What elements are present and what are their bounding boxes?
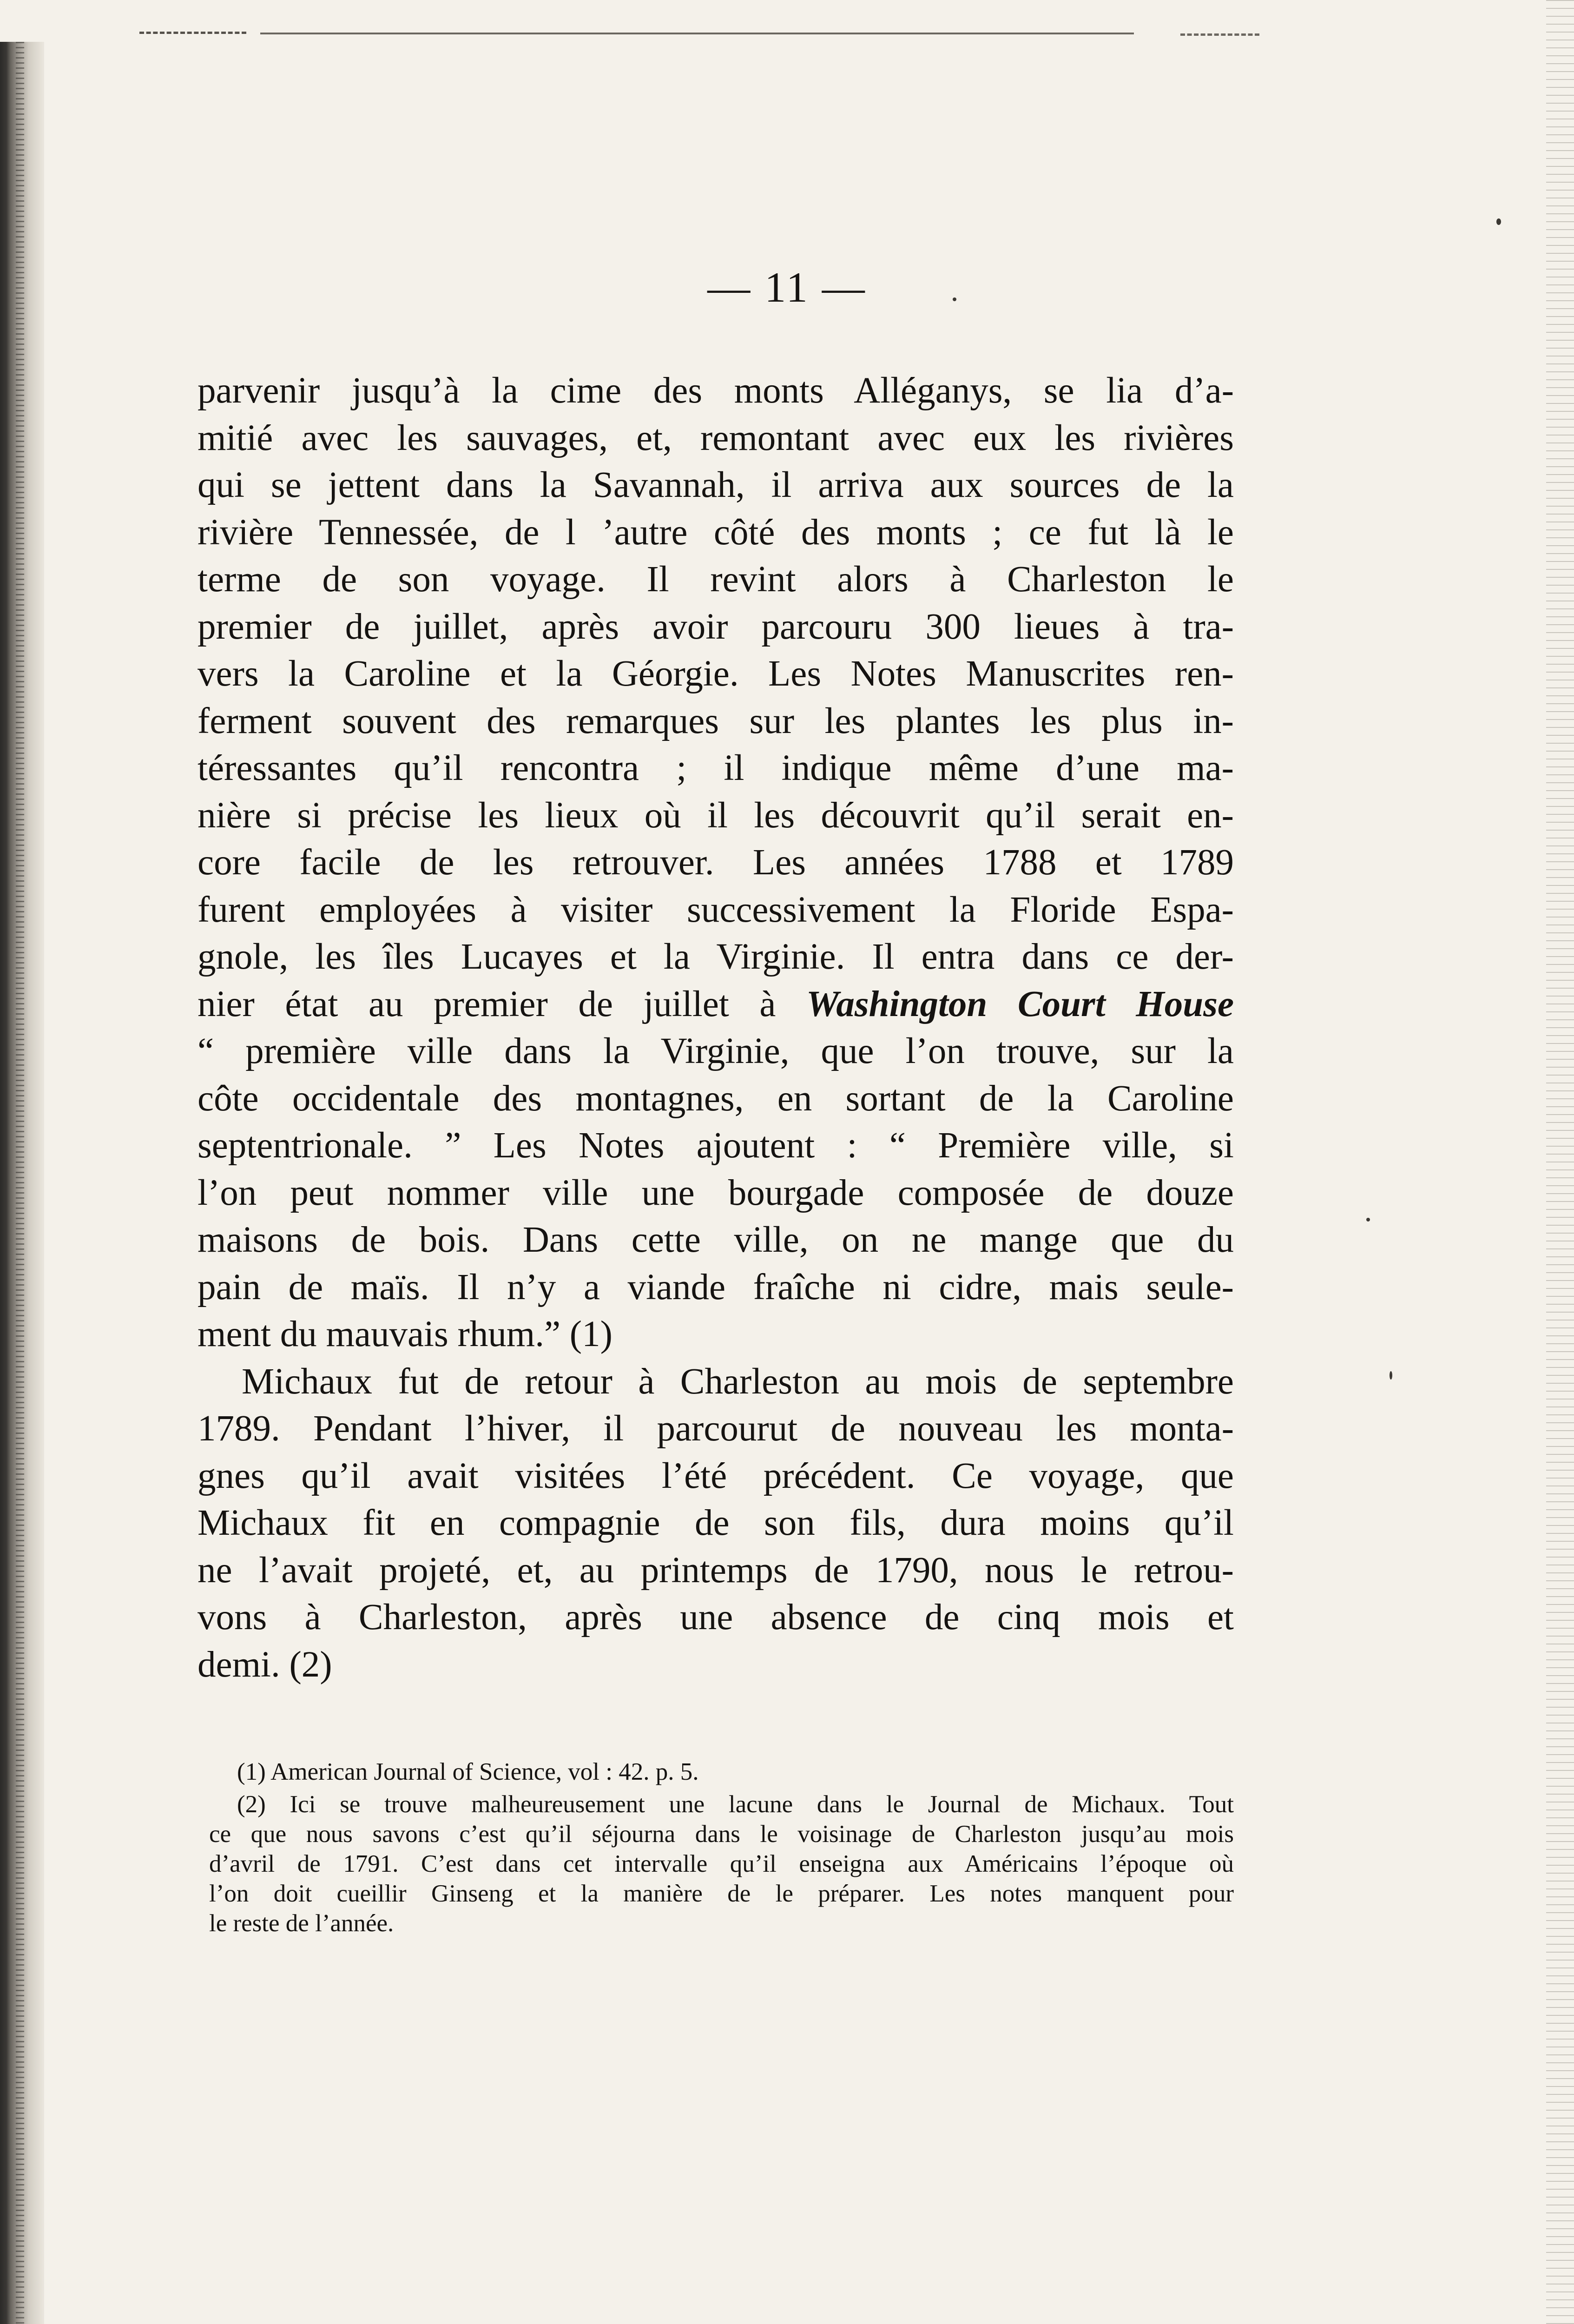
body-line: ment du mauvais rhum.” (1) (198, 1314, 612, 1354)
body-line: nière si précise les lieux où il les découvrit qu’il serait en- (198, 795, 1234, 836)
body-line: septentrionale. ” Les Notes ajoutent : “ Première ville, si (198, 1125, 1234, 1166)
top-dash-mark (139, 32, 246, 34)
footnote-line: ce que nous savons c’est qu’il séjourna dans le voisinage de Charleston jusqu’au mois (209, 1821, 1234, 1848)
body-line-with-italic (198, 981, 1234, 1028)
body-line: “ première ville dans la Virginie, que l’on trouve, sur la (198, 1031, 1234, 1071)
body-line: côte occidentale des montagnes, en sortant de la Caroline (198, 1078, 1234, 1119)
top-rule (260, 33, 1134, 34)
body-line: terme de son voyage. Il revint alors à Charleston le (198, 559, 1234, 600)
scan-speck (1366, 1218, 1370, 1221)
top-dash-mark-right (1180, 33, 1259, 36)
footnote-line: (1) American Journal of Science, vol : 42. p. 5. (237, 1758, 699, 1785)
body-line-text: nier état au premier de juillet à (198, 984, 776, 1024)
italic-place-name: Washington Court House (806, 984, 1234, 1024)
body-line: 1789. Pendant l’hiver, il parcourut de nouveau les monta- (198, 1408, 1234, 1449)
body-line: gnes qu’il avait visitées l’été précédent. Ce voyage, que (198, 1455, 1234, 1496)
body-line: vers la Caroline et la Géorgie. Les Notes Manuscrites ren- (198, 654, 1234, 694)
page-edge-right (1546, 0, 1574, 2324)
body-line: vons à Charleston, après une absence de cinq mois et (198, 1597, 1234, 1637)
body-line: parvenir jusqu’à la cime des monts Alléganys, se lia d’a- (198, 370, 1234, 411)
footnote-line: l’on doit cueillir Ginseng et la manière de le préparer. Les notes manquent pour (209, 1880, 1234, 1907)
footnotes (209, 1757, 1234, 1941)
scan-speck (1390, 1371, 1392, 1380)
scan-speck (953, 297, 956, 301)
body-line: rivière Tennessée, de l ’autre côté des monts ; ce fut là le (198, 512, 1234, 553)
body-line: qui se jettent dans la Savannah, il arriva aux sources de la (198, 465, 1234, 505)
binding-edge (0, 42, 44, 2324)
body-line: ferment souvent des remarques sur les plantes les plus in- (198, 700, 1234, 741)
body-line: Michaux fit en compagnie de son fils, dura moins qu’il (198, 1503, 1234, 1543)
body-line: premier de juillet, après avoir parcouru 300 lieues à tra- (198, 606, 1234, 647)
page-number: — 11 — (707, 264, 867, 311)
body-line: core facile de les retrouver. Les années 1788 et 1789 (198, 842, 1234, 883)
body-line: maisons de bois. Dans cette ville, on ne mange que du (198, 1220, 1234, 1260)
scan-speck (1496, 218, 1501, 225)
body-line: mitié avec les sauvages, et, remontant avec eux les rivières (198, 417, 1234, 458)
body-line: téressantes qu’il rencontra ; il indique même d’une ma- (198, 748, 1234, 788)
footnote-line: le reste de l’année. (209, 1910, 394, 1937)
body-line: furent employées à visiter successivement la Floride Espa- (198, 889, 1234, 930)
footnote-line: (2) Ici se trouve malheureusement une lacune dans le Journal de Michaux. Tout (237, 1791, 1234, 1818)
body-line: gnole, les îles Lucayes et la Virginie. Il entra dans ce der- (198, 937, 1234, 977)
body-line: ne l’avait projeté, et, au printemps de 1790, nous le retrou- (198, 1550, 1234, 1591)
footnote-2 (209, 1789, 1234, 1938)
body-paragraph (198, 367, 1234, 1688)
body-line: pain de maïs. Il n’y a viande fraîche ni cidre, mais seule- (198, 1267, 1234, 1307)
footnote-line: d’avril de 1791. C’est dans cet intervalle qu’il enseigna aux Américains l’époque où (209, 1850, 1234, 1877)
body-line: l’on peut nommer ville une bourgade composée de douze (198, 1172, 1234, 1213)
footnote-1 (209, 1757, 1234, 1787)
body-line: demi. (2) (198, 1644, 332, 1685)
body-line: Michaux fut de retour à Charleston au mois de septembre (242, 1361, 1234, 1402)
